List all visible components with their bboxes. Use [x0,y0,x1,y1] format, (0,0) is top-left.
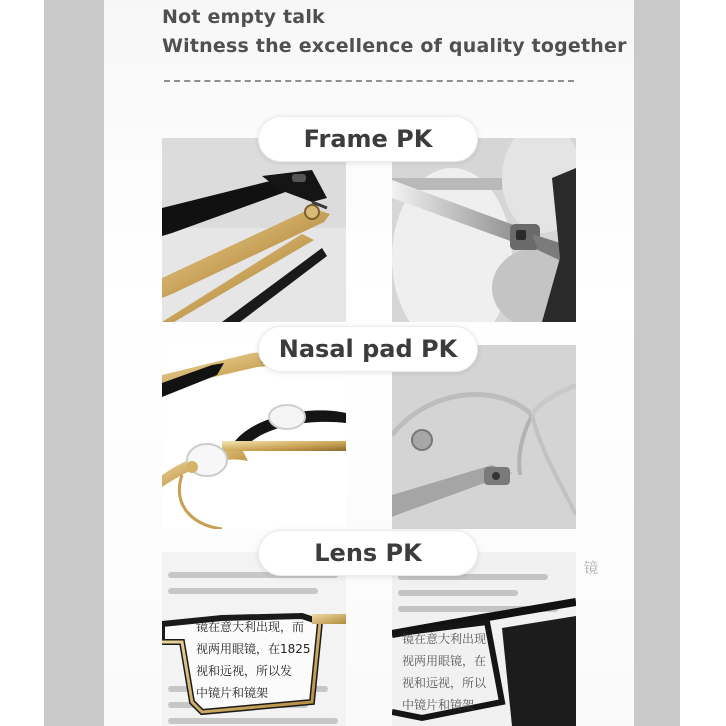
headline-line-2: Witness the excellence of quality together [162,35,627,57]
lens-pk-label: Lens PK [258,530,478,576]
right-gray-margin [634,0,680,726]
nasal-pad-image-right [392,345,576,529]
frame-image-right [392,138,576,322]
lens-left-line: 视两用眼镜，在1825 [196,642,311,656]
frame-image-left [162,138,346,322]
lens-left-line: 镜在意大利出现，而 [196,620,305,634]
lens-image-left [162,552,346,726]
lens-right-line: 视和远视，所以 [402,676,487,690]
lens-right-line: 视两用眼镜，在 [402,654,487,668]
lens-left-line: 中镜片和镜架 [196,686,269,700]
left-gray-margin [44,0,104,726]
product-detail-panel [104,0,634,726]
lens-right-line: 中镜片和镜架 [402,698,475,712]
lens-right-line: 镜在意大利出现 [402,632,487,646]
frame-pk-label: Frame PK [258,116,478,162]
blurred-glyph: 镜 [584,561,598,577]
dashed-divider [164,80,574,82]
lens-right-text [402,628,486,716]
nasal-pad-image-left [162,345,346,529]
nasal-pad-pk-label: Nasal pad PK [258,326,478,372]
headline-line-1: Not empty talk [162,6,325,28]
lens-image-right [392,552,576,726]
lens-left-text [196,616,311,704]
lens-left-line: 视和远视，所以发 [196,664,293,678]
